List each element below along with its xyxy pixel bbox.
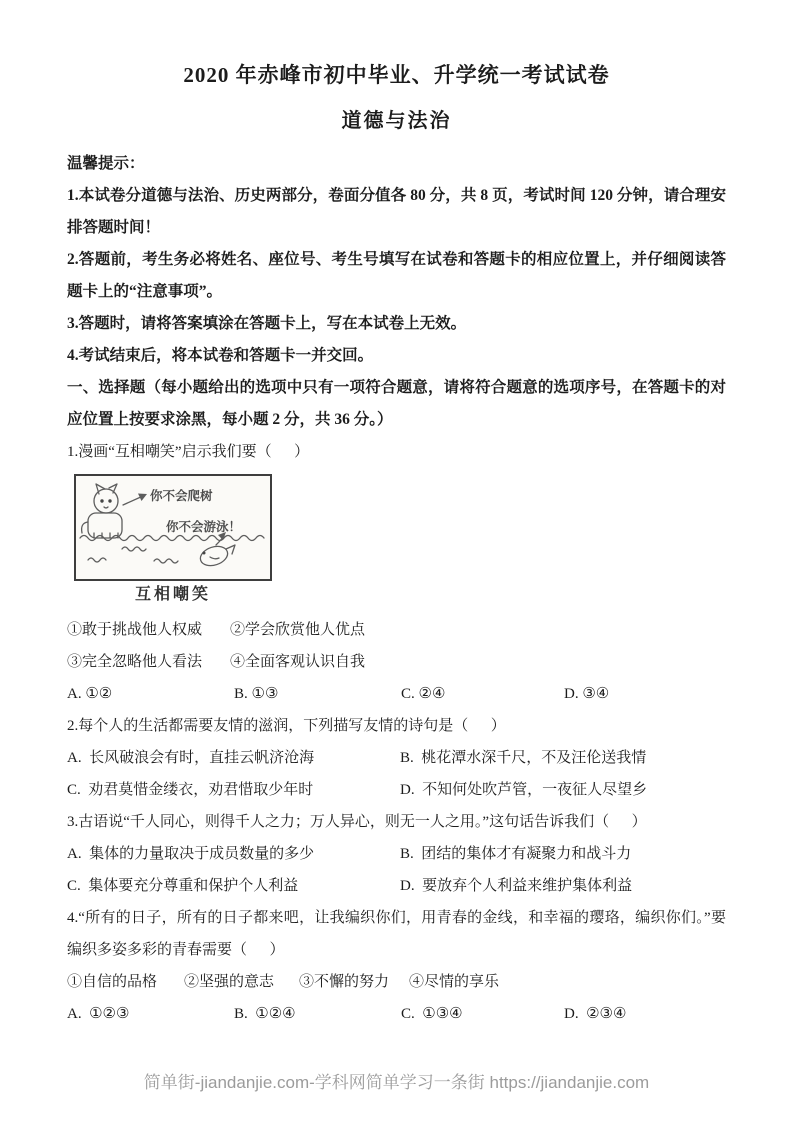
choice-item: ③完全忽略他人看法	[67, 654, 203, 670]
option-b: B. 桃花潭水深千尺，不及汪伦送我情	[400, 750, 647, 766]
subject-title: 道德与法治	[341, 110, 452, 132]
question-2-options-row-1	[67, 742, 726, 774]
cat-illustration	[82, 484, 122, 538]
choice-item: ②学会欣赏他人优点	[230, 622, 366, 638]
notice-item-4: 4.考试结束后，将本试卷和答题卡一并交回。	[67, 347, 374, 364]
option-a: A. 长风破浪会有时，直挂云帆济沧海	[67, 750, 315, 766]
option-c: C. 劝君莫惜金缕衣，劝君惜取少年时	[67, 782, 314, 798]
question-3-options-row-2	[67, 870, 726, 902]
option-d: D. 要放弃个人利益来维护集体利益	[400, 878, 633, 894]
choice-item: ①敢于挑战他人权威	[67, 622, 203, 638]
question-2	[67, 710, 726, 806]
question-3	[67, 806, 726, 902]
option-d: D. 不知何处吹芦管，一夜征人尽望乡	[400, 782, 648, 798]
question-4-stem: 4.“所有的日子，所有的日子都来吧，让我编织你们，用青春的金线，和幸福的璎珞，编织你们。”要编织多姿多彩的青春需要（ ）	[67, 910, 726, 958]
question-4-items-row	[67, 966, 726, 998]
question-4-options	[67, 998, 726, 1030]
comic-figure	[74, 474, 268, 606]
question-4	[67, 902, 726, 1030]
option-d: D. ③④	[564, 686, 610, 702]
question-2-options-row-2	[67, 774, 726, 806]
section-heading: 一、选择题（每小题给出的选项中只有一项符合题意，请将符合题意的选项序号，在答题卡的对应位置上按要求涂黑，每小题 2 分，共 36 分。）	[67, 379, 726, 428]
footer-link[interactable]: 简单街-jiandanjie.com-学科网简单学习一条街 https://jiandanjie.com	[143, 1073, 650, 1092]
comic-caption: 互相嘲笑	[134, 586, 211, 603]
question-1	[67, 436, 726, 710]
option-c: C. 集体要充分尊重和保护个人利益	[67, 878, 299, 894]
option-d: D. ②③④	[564, 1006, 627, 1022]
question-1-items-row-1	[67, 614, 726, 646]
option-b: B. 团结的集体才有凝聚力和战斗力	[400, 846, 632, 862]
choice-item: ③不懈的努力	[299, 974, 390, 990]
arrow-to-speech-1	[123, 494, 147, 506]
question-2-stem: 2.每个人的生活都需要友情的滋润，下列描写友情的诗句是（ ）	[67, 718, 506, 734]
notice-item-3: 3.答题时，请将答案填涂在答题卡上，写在本试卷上无效。	[67, 315, 467, 332]
question-1-items-row-2	[67, 646, 726, 678]
option-c: C. ②④	[401, 686, 446, 702]
option-b: B. ①②④	[234, 1006, 296, 1022]
notice-item-2: 2.答题前，考生务必将姓名、座位号、考生号填写在试卷和答题卡的相应位置上，并仔细阅读答题卡上的“注意事项”。	[67, 251, 726, 300]
choice-item: ①自信的品格	[67, 974, 158, 990]
comic-speech-fish: 你不会游泳！	[166, 520, 242, 534]
fish-illustration	[198, 543, 235, 569]
water-lines	[80, 536, 264, 564]
option-a: A. 集体的力量取决于成员数量的多少	[67, 846, 315, 862]
comic-frame	[74, 474, 272, 581]
option-c: C. ①③④	[401, 1006, 463, 1022]
question-3-options-row-1	[67, 838, 726, 870]
question-1-options	[67, 678, 726, 710]
choice-item: ④全面客观认识自我	[230, 654, 366, 670]
question-3-stem: 3.古语说“千人同心，则得千人之力；万人异心，则无一人之用。”这句话告诉我们（ ）	[67, 814, 647, 830]
notice-section	[67, 148, 726, 372]
option-a: A. ①②③	[67, 1006, 130, 1022]
notice-item-1: 1.本试卷分道德与法治、历史两部分，卷面分值各 80 分，共 8 页，考试时间 120 分钟，请合理安排答题时间！	[67, 187, 726, 236]
page-footer	[0, 1068, 793, 1093]
option-a: A. ①②	[67, 686, 113, 702]
option-b: B. ①③	[234, 686, 279, 702]
question-1-stem: 1.漫画“互相嘲笑”启示我们要（ ）	[67, 444, 310, 460]
comic-drawing	[76, 476, 270, 579]
notice-heading: 温馨提示：	[67, 155, 145, 172]
comic-speech-cat: 你不会爬树	[150, 489, 213, 503]
choice-item: ②坚强的意志	[184, 974, 275, 990]
choice-item: ④尽情的享乐	[409, 974, 500, 990]
page-title: 2020 年赤峰市初中毕业、升学统一考试试卷	[183, 63, 610, 87]
